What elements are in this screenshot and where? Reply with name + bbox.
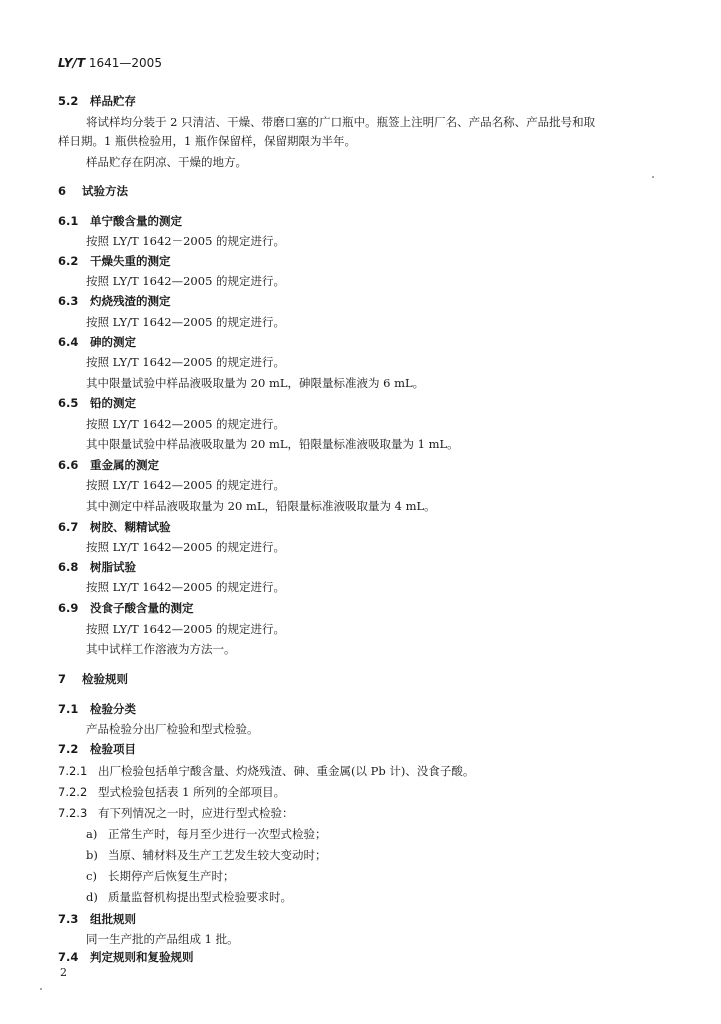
clause-7-2-2 — [58, 785, 285, 799]
clause-7-2-1 — [58, 764, 474, 778]
paragraph-line: 按照 LY/T 1642—2005 的规定进行。 — [86, 540, 286, 554]
list-item — [86, 869, 235, 883]
section-title: 重金属的测定 — [90, 458, 160, 472]
paragraph-line: 按照 LY/T 1642—2005 的规定进行。 — [86, 355, 286, 369]
list-item-text: 质量监督机构提出型式检验要求时。 — [108, 890, 292, 904]
list-item — [86, 890, 292, 904]
section-7-heading — [58, 672, 128, 686]
paragraph-line: 样品贮存在阴凉、干燥的地方。 — [86, 155, 247, 169]
clause-text: 出厂检验包括单宁酸含量、灼烧残渣、砷、重金属(以 Pb 计)、没食子酸。 — [98, 764, 475, 778]
paragraph-line: 其中限量试验中样品液吸取量为 20 mL，砷限量标准液为 6 mL。 — [86, 376, 425, 390]
section-number: 6.4 — [58, 335, 79, 349]
section-number: 6.7 — [58, 520, 79, 534]
section-number: 6.5 — [58, 396, 79, 410]
paragraph-line: 按照 LY/T 1642—2005 的规定进行。 — [86, 478, 286, 492]
section-title: 试验方法 — [82, 184, 129, 198]
section-title: 树胶、糊精试验 — [90, 520, 171, 534]
page-number: 2 — [60, 966, 67, 979]
section-6-5-heading — [58, 396, 136, 410]
section-title: 砷的测定 — [90, 335, 137, 349]
clause-number: 7.2.2 — [58, 785, 88, 799]
list-item-label: b) — [86, 848, 98, 862]
section-title: 树脂试验 — [90, 560, 137, 574]
clause-number: 7.2.1 — [58, 764, 88, 778]
section-title: 检验项目 — [90, 742, 137, 756]
section-title: 检验规则 — [82, 672, 129, 686]
section-6-heading — [58, 184, 128, 198]
standard-number: 1641—2005 — [88, 56, 162, 70]
section-title: 铅的测定 — [90, 396, 137, 410]
list-item — [86, 848, 327, 862]
section-6-2-heading — [58, 254, 171, 268]
section-number: 7.2 — [58, 742, 79, 756]
section-number: 7.3 — [58, 912, 79, 926]
scan-speck — [40, 988, 42, 990]
list-item-text: 长期停产后恢复生产时； — [108, 869, 235, 883]
section-6-7-heading — [58, 520, 171, 534]
clause-number: 7.2.3 — [58, 806, 88, 820]
section-title: 干燥失重的测定 — [90, 254, 171, 268]
section-5-2-heading — [58, 94, 136, 108]
list-item-label: d) — [86, 890, 98, 904]
paragraph-line: 其中测定中样品液吸取量为 20 mL，铅限量标准液吸取量为 4 mL。 — [86, 499, 436, 513]
section-title: 检验分类 — [90, 702, 137, 716]
clause-7-2-3 — [58, 806, 294, 820]
list-item-text: 当原、辅材料及生产工艺发生较大变动时； — [108, 848, 327, 862]
clause-text: 有下列情况之一时，应进行型式检验： — [98, 806, 294, 820]
standard-prefix: LY/T — [58, 56, 86, 70]
section-number: 6.3 — [58, 294, 79, 308]
paragraph-line: 其中限量试验中样品液吸取量为 20 mL，铅限量标准液吸取量为 1 mL。 — [86, 437, 459, 451]
section-title: 没食子酸含量的测定 — [90, 601, 194, 615]
section-7-2-heading — [58, 742, 136, 756]
section-title: 判定规则和复验规则 — [90, 950, 194, 964]
section-title: 单宁酸含量的测定 — [90, 214, 183, 228]
section-7-4-heading — [58, 950, 194, 964]
section-number: 6.2 — [58, 254, 79, 268]
list-item — [86, 827, 327, 841]
paragraph-line: 样日期。1 瓶供检验用，1 瓶作保留样，保留期限为半年。 — [58, 134, 356, 148]
list-item-label: c) — [86, 869, 97, 883]
paragraph-line: 产品检验分出厂检验和型式检验。 — [86, 722, 259, 736]
paragraph-line: 按照 LY/T 1642—2005 的规定进行。 — [86, 622, 286, 636]
section-6-4-heading — [58, 335, 136, 349]
section-6-6-heading — [58, 458, 159, 472]
paragraph-line: 按照 LY/T 1642－2005 的规定进行。 — [86, 234, 286, 248]
section-number: 7.1 — [58, 702, 79, 716]
section-number: 5.2 — [58, 94, 79, 108]
section-number: 6.1 — [58, 214, 79, 228]
paragraph-line: 按照 LY/T 1642—2005 的规定进行。 — [86, 580, 286, 594]
list-item-text: 正常生产时，每月至少进行一次型式检验； — [108, 827, 327, 841]
section-6-9-heading — [58, 601, 194, 615]
standard-header — [58, 56, 162, 70]
list-item-label: a) — [86, 827, 98, 841]
section-number: 7.4 — [58, 950, 79, 964]
paragraph-line: 按照 LY/T 1642—2005 的规定进行。 — [86, 417, 286, 431]
paragraph-line: 其中试样工作溶液为方法一。 — [86, 642, 236, 656]
section-number: 6.6 — [58, 458, 79, 472]
section-number: 6.8 — [58, 560, 79, 574]
section-title: 样品贮存 — [90, 94, 137, 108]
section-6-8-heading — [58, 560, 136, 574]
paragraph-line: 按照 LY/T 1642—2005 的规定进行。 — [86, 315, 286, 329]
section-title: 灼烧残渣的测定 — [90, 294, 171, 308]
section-7-3-heading — [58, 912, 136, 926]
paragraph-line: 按照 LY/T 1642—2005 的规定进行。 — [86, 274, 286, 288]
clause-text: 型式检验包括表 1 所列的全部项目。 — [98, 785, 286, 799]
section-7-1-heading — [58, 702, 136, 716]
section-number: 6 — [58, 184, 67, 198]
section-number: 6.9 — [58, 601, 79, 615]
section-6-1-heading — [58, 214, 182, 228]
section-6-3-heading — [58, 294, 171, 308]
paragraph-line: 同一生产批的产品组成 1 批。 — [86, 932, 239, 946]
paragraph-line: 将试样均分装于 2 只清洁、干燥、带磨口塞的广口瓶中。瓶签上注明厂名、产品名称、产品批号和取 — [86, 115, 596, 129]
section-number: 7 — [58, 672, 67, 686]
section-title: 组批规则 — [90, 912, 137, 926]
scan-speck — [652, 176, 654, 178]
